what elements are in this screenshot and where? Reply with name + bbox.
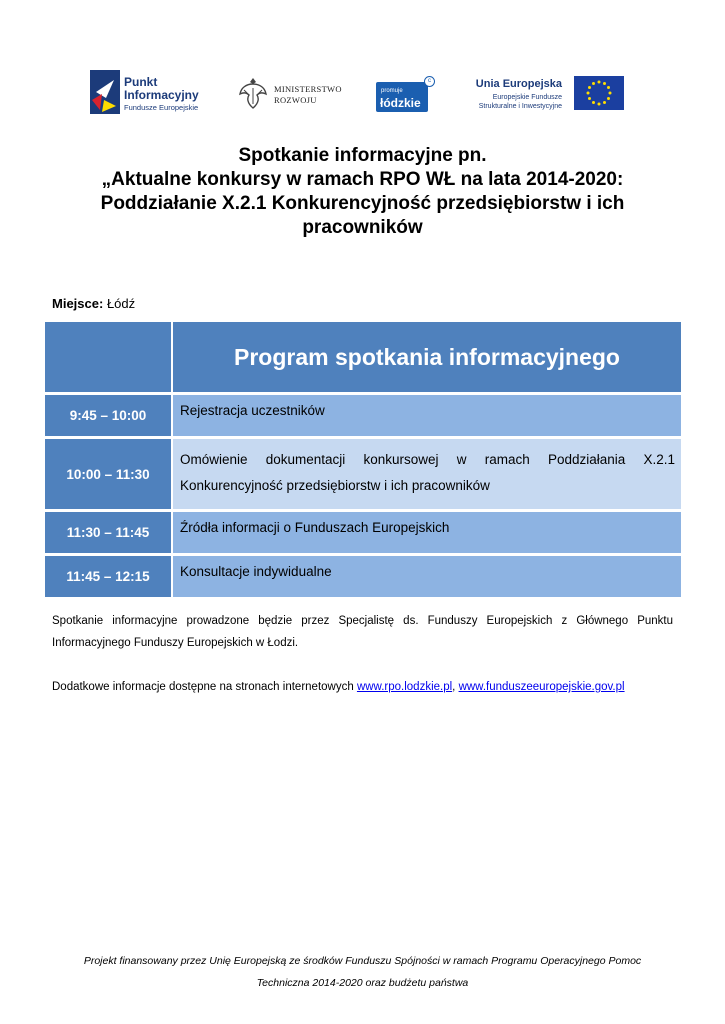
rpo-lodzkie-link[interactable]: www.rpo.lodzkie.pl [356,681,453,693]
title-line-2: „Aktualne konkursy w ramach RPO WŁ na lata 2014-2020: [101,169,624,190]
header-time-cell [45,322,173,392]
link-separator: , [452,681,459,693]
title-line-3: Poddziałanie X.2.1 Konkurencyjność przedsiębiorstw i ich [100,193,625,214]
informacyjny-label: Informacyjny [124,88,199,102]
description-cell: Rejestracja uczestników [173,395,681,436]
title-line-4: pracowników [302,217,423,238]
time-cell: 9:45 – 10:00 [45,395,173,436]
additional-info-text: Dodatkowe informacje dostępne na stronach internetowych [52,681,357,693]
logo-strip [0,68,725,118]
funding-footer [40,950,685,994]
description-cell: Konsultacje indywidualne [173,556,681,597]
footer-line-1: Projekt finansowany przez Unię Europejską ze środków Funduszu Spójności w ramach Programu Operacyjnego Pomoc [83,955,642,967]
table-row [45,439,681,509]
time-cell: 10:00 – 11:30 [45,439,173,509]
program-heading: Program spotkania informacyjnego [173,322,681,392]
time-cell: 11:45 – 12:15 [45,556,173,597]
eu-flag-icon [574,76,624,110]
table-row [45,512,681,553]
europejskie-fundusze-label: Europejskie Fundusze [492,94,562,101]
document-title [60,144,665,240]
promuje-lodzkie-logo [376,78,432,110]
place-label: Miejsce: [52,296,104,311]
lodzkie-badge [376,82,428,112]
title-line-1: Spotkanie informacyjne pn. [238,145,487,166]
description-cell: Źródła informacji o Funduszach Europejskich [173,512,681,553]
ministerstwo-label: MINISTERSTWO [274,84,342,94]
rozwoju-label: ROZWOJU [274,95,317,105]
meeting-place [52,296,135,311]
unia-europejska-label: Unia Europejska [475,78,562,90]
description-cell: Omówienie dokumentacji konkursowej w ramach Poddziałania X.2.1 Konkurencyjność przedsiębiorstw i ich pracowników [173,439,681,509]
fundusze-label: Fundusze Europejskie [124,103,199,112]
fundusze-europejskie-link[interactable]: www.funduszeeuropejskie.gov.pl [458,681,625,693]
table-row [45,395,681,436]
punkt-informacyjny-logo [90,68,215,118]
program-header-row [45,322,681,392]
punkt-informacyjny-star-icon [90,70,120,114]
program-table [45,322,681,597]
registered-mark: c [424,76,435,87]
table-row [45,556,681,597]
footer-line-2: Techniczna 2014-2020 oraz budżetu państwa [256,977,469,989]
punkt-label: Punkt [124,75,158,89]
time-cell: 11:30 – 11:45 [45,512,173,553]
unia-europejska-logo [464,68,624,118]
additional-info-paragraph [52,676,673,698]
strukturalne-label: Strukturalne i Inwestycyjne [478,103,562,110]
eagle-emblem-icon [238,76,268,110]
place-value: Łódź [106,296,136,311]
organizer-paragraph: Spotkanie informacyjne prowadzone będzie przez Specjalistę ds. Funduszy Europejskich z Głównego Punktu Informacyjnego Funduszy Europejskich w Łodzi. [52,615,673,649]
promuje-label: promuje [381,88,403,94]
ministerstwo-logo [238,68,348,118]
lodzkie-label: łódzkie [380,96,421,110]
